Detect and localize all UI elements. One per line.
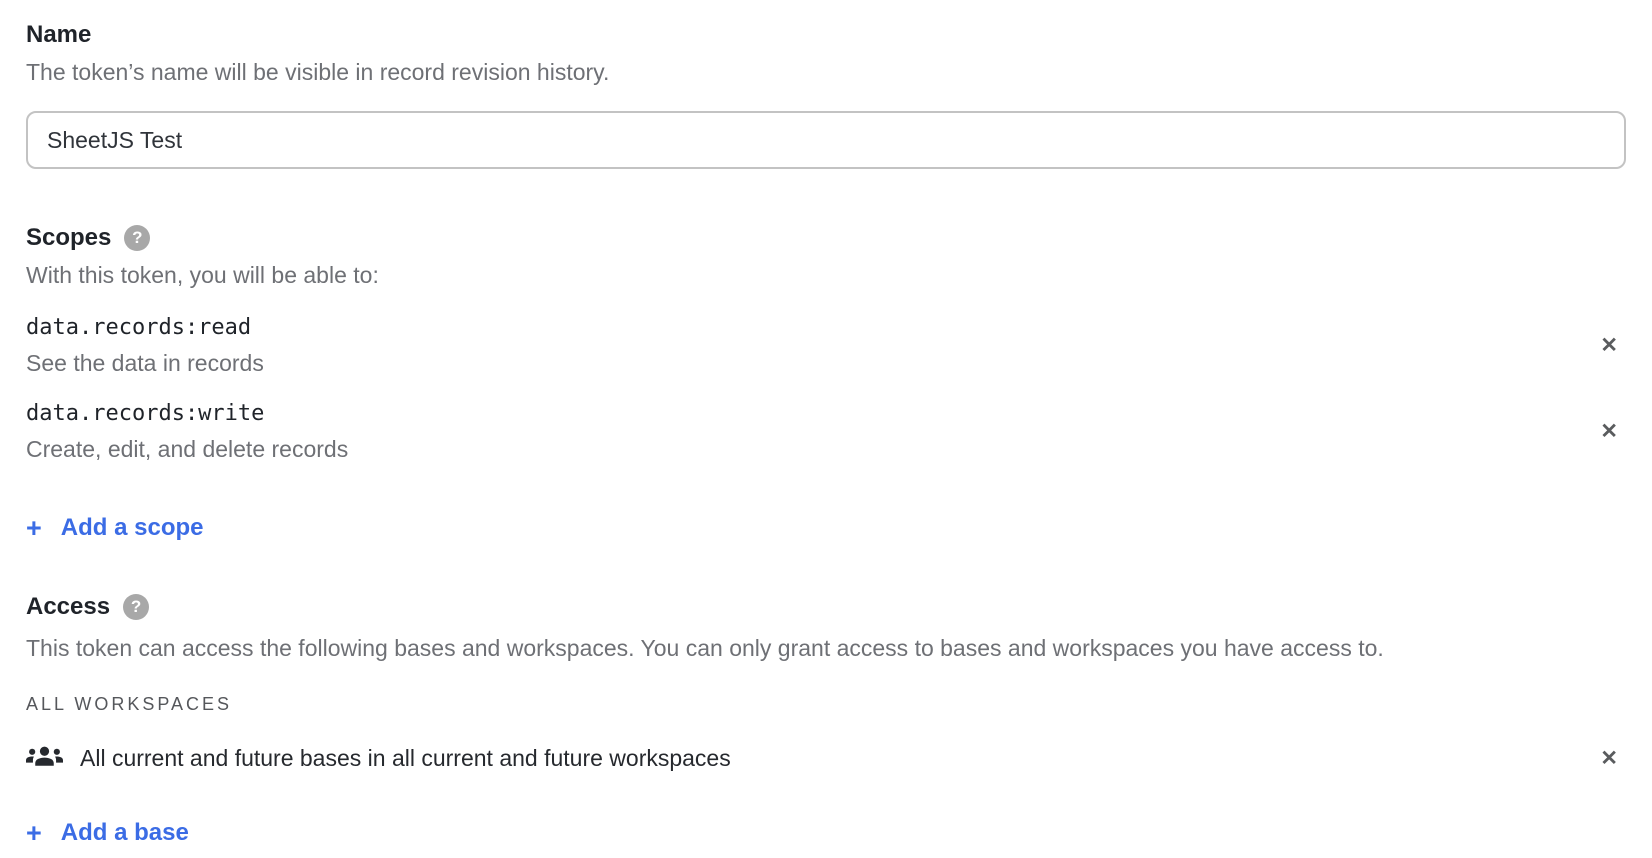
access-help-icon[interactable]: ? [123, 594, 149, 620]
people-group-icon [26, 743, 63, 773]
name-section-description: The token’s name will be visible in record revision history. [26, 59, 610, 85]
scope-name: data.records:read [26, 315, 252, 340]
add-base-label: Add a base [60, 819, 189, 846]
access-section-title [26, 592, 1626, 621]
remove-workspace-access-button[interactable] [1600, 748, 1618, 769]
access-title-text: Access [26, 593, 111, 620]
close-icon: ✕ [1600, 746, 1618, 770]
workspace-access-label: All current and future bases in all current and future workspaces [80, 745, 731, 771]
close-icon: ✕ [1600, 333, 1618, 357]
plus-icon: + [26, 513, 42, 543]
remove-scope-button[interactable] [1600, 421, 1618, 442]
scopes-title-text: Scopes [26, 224, 112, 251]
scope-row-data-records-write [26, 398, 1626, 464]
scope-row-data-records-read [26, 312, 1626, 378]
name-title-text: Name [26, 21, 92, 48]
token-name-input[interactable] [26, 111, 1626, 169]
scopes-section-title [26, 223, 1626, 252]
scope-info [26, 312, 264, 378]
scope-description: See the data in records [26, 350, 264, 376]
remove-scope-button[interactable] [1600, 335, 1618, 356]
add-scope-button[interactable] [26, 512, 203, 544]
add-scope-label: Add a scope [60, 514, 204, 541]
scope-info [26, 398, 348, 464]
scopes-help-icon[interactable]: ? [124, 225, 150, 251]
close-icon: ✕ [1600, 419, 1618, 443]
access-intro: This token can access the following bases and workspaces. You can only grant access to bases and workspaces you have access to. [26, 635, 1384, 661]
workspace-access-info [26, 741, 731, 775]
workspace-access-row [26, 741, 1626, 775]
add-base-button[interactable] [26, 817, 189, 849]
plus-icon: + [26, 818, 42, 848]
all-workspaces-heading: ALL WORKSPACES [26, 694, 233, 714]
scope-name: data.records:write [26, 401, 265, 426]
scopes-intro: With this token, you will be able to: [26, 262, 379, 288]
name-section-title [26, 20, 1626, 49]
scope-description: Create, edit, and delete records [26, 436, 349, 462]
